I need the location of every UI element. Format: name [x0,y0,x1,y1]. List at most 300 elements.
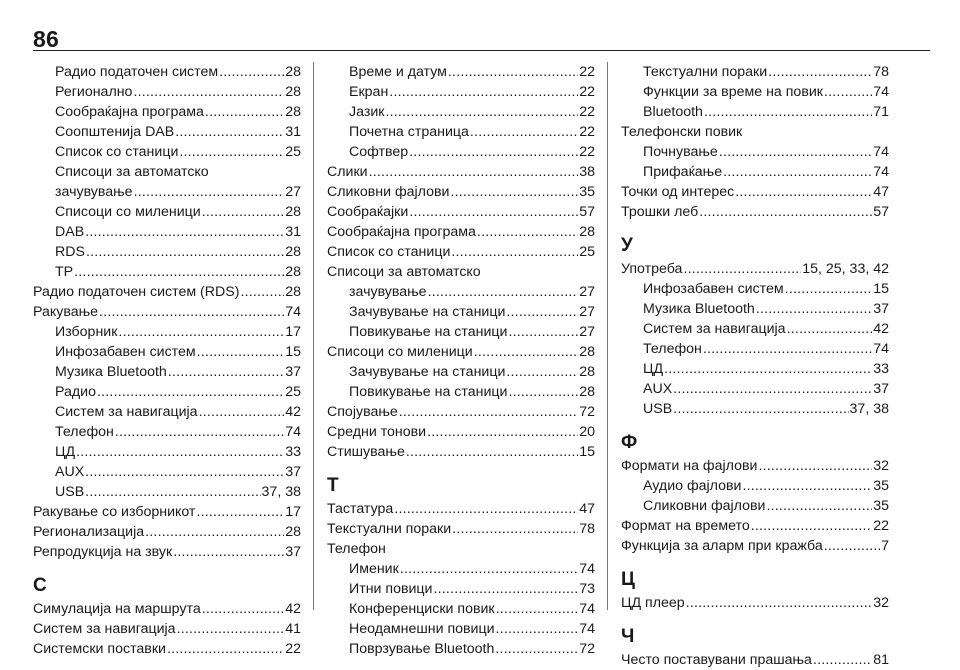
index-entry-label: Радио [55,384,96,400]
index-entry-label: Регионално [55,84,133,100]
index-entry[interactable] [621,319,889,339]
index-entry[interactable] [621,299,889,319]
index-entry-label: Функции за време на повик [643,84,823,100]
index-entry-label: Радио податочен систем (RDS) [33,284,240,300]
index-entry[interactable] [621,650,889,670]
index-entry[interactable] [621,496,889,516]
index-entry-label: Систем за навигација [643,321,786,337]
index-entry-label: Симулација на маршрута [33,601,201,617]
index-entry-label: Регионализација [33,524,145,540]
dot-leader [723,162,872,182]
dot-leader [751,516,872,536]
page-reference: 22 [579,64,595,80]
page-reference: 15, 25, 33, 42 [802,261,889,277]
dot-leader [474,342,578,362]
page-reference: 17 [285,504,301,520]
page-reference: 15 [873,281,889,297]
dot-leader [97,382,284,402]
index-entry-label: ЦД плеер [621,595,685,611]
page-reference: 22 [285,641,301,657]
index-heading-label: Телефон [327,541,386,557]
index-entry[interactable] [327,579,595,599]
index-entry-label: Сообраќајна програма [55,104,204,120]
index-entry[interactable] [33,482,301,502]
dot-leader [205,102,284,122]
index-entry[interactable] [33,282,301,302]
index-entry-label: Зачувување на станици [349,364,506,380]
index-entry-label: Музика Bluetooth [55,364,167,380]
index-entry[interactable] [621,359,889,379]
dot-leader [173,542,284,562]
index-entry-label: Повикување на станици [349,384,508,400]
index-entry-label: Телефон [55,424,114,440]
index-entry[interactable] [33,462,301,482]
index-entry[interactable] [621,279,889,299]
index-heading-label: Списоци за автоматско [327,264,481,280]
index-entry[interactable] [327,182,595,202]
page-reference: 81 [873,652,889,668]
index-entry[interactable] [621,339,889,359]
index-entry-label: Изборник [55,324,118,340]
dot-leader [506,362,578,382]
page-reference: 28 [579,364,595,380]
dot-leader [406,442,578,462]
index-entry-label: Соопштенија DAB [55,124,175,140]
dot-leader [115,422,284,442]
index-entry[interactable] [327,402,595,422]
page-reference: 35 [873,478,889,494]
dot-leader [409,202,578,222]
dot-leader [85,222,284,242]
dot-leader [785,279,873,299]
index-entry[interactable] [621,182,889,202]
dot-leader [197,342,285,362]
index-entry[interactable] [33,262,301,282]
dot-leader [496,619,579,639]
page-reference: 72 [579,404,595,420]
dot-leader [118,322,284,342]
index-entry-label: Аудио фајлови [643,478,742,494]
index-entry-label: AUX [55,464,85,480]
index-entry[interactable] [327,382,595,402]
index-heading-label: Списоци за автоматско [55,164,209,180]
index-entry[interactable] [327,142,595,162]
index-entry[interactable] [621,476,889,496]
index-entry[interactable] [621,62,889,82]
dot-leader [168,362,284,382]
index-entry-label: Неодамнешни повици [349,621,495,637]
index-entry-label: Список со станици [327,244,451,260]
index-entry-label: Сообраќајки [327,204,409,220]
section-letter: Ч [621,626,635,647]
index-entry-label: Почнување [643,144,718,160]
index-entry-label: Средни тонови [327,424,427,440]
page-reference: 37 [285,464,301,480]
index-entry-label: Списоци со миленици [55,204,201,220]
dot-leader [758,456,872,476]
page-reference: 28 [285,524,301,540]
index-entry[interactable] [621,82,889,102]
dot-leader [451,242,578,262]
index-entry-label: Функција за аларм при кражба [621,538,823,554]
index-entry[interactable] [621,516,889,536]
index-heading-label: Телефонски повик [621,124,743,140]
index-entry-label: Репродукција на звук [33,544,173,560]
dot-leader [506,302,578,322]
dot-leader [673,399,848,419]
index-entry[interactable] [327,499,595,519]
index-entry-label: Тастатура [327,501,394,517]
page-reference: 28 [579,344,595,360]
page-reference: 20 [579,424,595,440]
page-reference: 27 [579,324,595,340]
header-rule [33,50,930,51]
index-entry-label: Точки од интерес [621,184,735,200]
dot-leader [240,282,284,302]
index-entry-label: DAB [55,224,85,240]
dot-leader [179,142,284,162]
index-entry-label: Инфозабавен систем [55,344,196,360]
page-reference: 22 [579,144,595,160]
index-entry-label: Текстуални пораки [643,64,768,80]
page-reference: 27 [579,284,595,300]
page-reference: 35 [873,498,889,514]
index-entry-label: Употреба [621,261,683,277]
page-reference: 74 [579,601,595,617]
dot-leader [448,62,578,82]
index-entry[interactable] [327,302,595,322]
index-entry-label: Трошки леб [621,204,699,220]
dot-leader [385,102,578,122]
index-column-2 [327,62,595,659]
page-reference: 57 [579,204,595,220]
page-reference: 15 [579,444,595,460]
index-entry[interactable] [33,362,301,382]
index-entry[interactable] [33,242,301,262]
dot-leader [400,559,578,579]
index-entry-label: зачувување [55,184,133,200]
dot-leader [219,62,284,82]
index-entry-label: Списоци со миленици [327,344,473,360]
index-entry[interactable] [33,619,301,639]
page-reference: 74 [873,144,889,160]
page-reference: 37, 38 [261,484,301,500]
dot-leader [686,593,873,613]
index-entry[interactable] [327,322,595,342]
section-letter: С [33,575,47,596]
page-reference: 74 [873,341,889,357]
index-entry-label: Ракување [33,304,99,320]
page-reference: 27 [285,184,301,200]
index-entry[interactable] [33,382,301,402]
index-entry[interactable] [33,222,301,242]
index-entry-label: USB [55,484,85,500]
index-entry-label: Спојување [327,404,398,420]
index-entry-label: Радио податочен систем [55,64,219,80]
page-reference: 47 [579,501,595,517]
page-reference: 25 [579,244,595,260]
page-reference: 37 [285,544,301,560]
dot-leader [703,339,872,359]
dot-leader [427,422,578,442]
dot-leader [508,382,578,402]
index-entry[interactable] [621,456,889,476]
dot-leader [508,322,578,342]
index-entry[interactable] [33,542,301,562]
dot-leader [470,122,578,142]
page-reference: 42 [285,601,301,617]
index-entry[interactable] [327,422,595,442]
dot-leader [450,182,578,202]
page-reference: 25 [285,384,301,400]
page-reference: 28 [285,84,301,100]
index-entry[interactable] [327,599,595,619]
index-entry[interactable] [327,202,595,222]
index-entry-label: Време и датум [349,64,447,80]
dot-leader [202,599,285,619]
index-heading [621,122,889,142]
dot-leader [86,242,284,262]
dot-leader [85,462,284,482]
index-entry[interactable] [327,162,595,182]
dot-leader [74,262,284,282]
page-reference: 33 [285,444,301,460]
page-reference: 37, 38 [849,401,889,417]
index-heading [33,162,301,182]
index-entry[interactable] [621,593,889,613]
page-reference: 22 [579,124,595,140]
page-reference: 28 [285,204,301,220]
index-entry-label: RDS [55,244,85,260]
page-reference: 72 [579,641,595,657]
dot-leader [134,182,285,202]
page-reference: 37 [285,364,301,380]
dot-leader [452,519,578,539]
page-reference: 74 [873,84,889,100]
dot-leader [699,202,872,222]
index-entry[interactable] [33,599,301,619]
page-reference: 73 [579,581,595,597]
page-reference: 28 [579,224,595,240]
index-entry[interactable] [33,342,301,362]
page-reference: 28 [579,384,595,400]
dot-leader [768,62,872,82]
index-entry[interactable] [327,242,595,262]
page-reference: 74 [579,561,595,577]
dot-leader [145,522,284,542]
index-entry-label: Прифаќање [643,164,723,180]
page-reference: 22 [579,104,595,120]
index-entry-label: Често поставувани прашања [621,652,812,668]
dot-leader [389,82,578,102]
dot-leader [496,599,579,619]
index-entry[interactable] [33,639,301,659]
dot-leader [428,282,579,302]
index-entry-label: Сликовни фајлови [643,498,766,514]
index-entry-label: Инфозабавен систем [643,281,784,297]
dot-leader [399,402,578,422]
dot-leader [824,536,880,556]
index-entry-label: TP [55,264,74,280]
page-reference: 74 [285,304,301,320]
page-reference: 37 [873,381,889,397]
dot-leader [683,259,801,279]
index-entry[interactable] [621,399,889,419]
page-reference: 22 [579,84,595,100]
index-entry-label: Ракување со изборникот [33,504,196,520]
page-reference: 32 [873,458,889,474]
section-letter: Ф [621,432,638,453]
page-number: 86 [33,26,59,52]
index-entry-label: Музика Bluetooth [643,301,755,317]
section-letter: Ц [621,569,635,590]
dot-leader [742,476,872,496]
dot-leader [813,650,872,670]
dot-leader [735,182,872,202]
column-divider [313,62,314,610]
page-reference: 25 [285,144,301,160]
page-reference: 74 [285,424,301,440]
index-entry[interactable] [327,282,595,302]
index-entry[interactable] [327,442,595,462]
index-entry-label: Список со станици [55,144,179,160]
page-reference: 28 [285,244,301,260]
dot-leader [409,142,578,162]
index-entry[interactable] [327,619,595,639]
index-entry-label: Повикување на станици [349,324,508,340]
page-reference: 42 [873,321,889,337]
index-entry[interactable] [33,62,301,82]
page-reference: 74 [579,621,595,637]
dot-leader [824,82,872,102]
dot-leader [199,402,285,422]
index-entry[interactable] [621,162,889,182]
index-entry-label: Именик [349,561,399,577]
page-reference: 78 [873,64,889,80]
index-entry-label: Слики [327,164,368,180]
index-entry[interactable] [327,222,595,242]
page-reference: 27 [579,304,595,320]
page-reference: 31 [285,124,301,140]
page-reference: 57 [873,204,889,220]
page-reference: 37 [873,301,889,317]
dot-leader [196,502,284,522]
page-reference: 38 [579,164,595,180]
index-entry-label: зачувување [349,284,427,300]
page-reference: 32 [873,595,889,611]
dot-leader [85,482,260,502]
page-reference: 28 [285,104,301,120]
index-entry-label: Поврзување Bluetooth [349,641,495,657]
dot-leader [99,302,284,322]
index-entry[interactable] [33,182,301,202]
index-entry-label: Екран [349,84,389,100]
index-entry[interactable] [327,342,595,362]
section-letter: У [621,235,633,256]
index-entry[interactable] [621,142,889,162]
page-reference: 71 [873,104,889,120]
index-entry-label: Зачувување на станици [349,304,506,320]
dot-leader [177,619,285,639]
dot-leader [167,639,284,659]
index-entry[interactable] [33,202,301,222]
index-entry-label: Сликовни фајлови [327,184,450,200]
index-entry-label: Формати на фајлови [621,458,758,474]
page-reference: 35 [579,184,595,200]
index-entry[interactable] [621,379,889,399]
index-entry[interactable] [327,519,595,539]
dot-leader [756,299,872,319]
index-entry[interactable] [621,202,889,222]
page-reference: 28 [285,264,301,280]
index-entry-label: Стишување [327,444,405,460]
index-entry[interactable] [327,639,595,659]
index-entry[interactable] [33,302,301,322]
index-entry[interactable] [327,362,595,382]
index-entry-label: Систем за навигација [33,621,176,637]
index-entry[interactable] [327,82,595,102]
index-entry[interactable] [327,62,595,82]
page-reference: 7 [881,538,889,554]
dot-leader [175,122,284,142]
index-entry[interactable] [33,102,301,122]
index-entry-label: AUX [643,381,673,397]
index-entry[interactable] [33,402,301,422]
dot-leader [76,442,284,462]
dot-leader [719,142,872,162]
page-reference: 31 [285,224,301,240]
index-entry[interactable] [33,442,301,462]
page-reference: 42 [285,404,301,420]
index-entry-label: Софтвер [349,144,409,160]
column-divider [607,62,608,610]
page-reference: 74 [873,164,889,180]
index-column-1 [33,62,301,659]
index-column-3 [621,62,889,670]
index-entry[interactable] [33,422,301,442]
index-entry[interactable] [327,122,595,142]
index-entry[interactable] [621,536,889,556]
dot-leader [704,102,872,122]
index-entry[interactable] [33,522,301,542]
index-entry[interactable] [33,322,301,342]
dot-leader [477,222,578,242]
index-entry-label: Bluetooth [643,104,703,120]
page-reference: 28 [285,284,301,300]
dot-leader [394,499,578,519]
dot-leader [369,162,579,182]
index-entry[interactable] [33,502,301,522]
index-entry[interactable] [327,559,595,579]
dot-leader [133,82,284,102]
index-entry-label: Текстуални пораки [327,521,452,537]
page-reference: 33 [873,361,889,377]
index-entry[interactable] [33,82,301,102]
page-reference: 78 [579,521,595,537]
dot-leader [495,639,578,659]
index-entry[interactable] [33,142,301,162]
index-entry[interactable] [621,102,889,122]
index-entry-label: Системски поставки [33,641,166,657]
page-reference: 22 [873,518,889,534]
index-entry[interactable] [327,102,595,122]
index-entry[interactable] [621,259,889,279]
index-entry[interactable] [33,122,301,142]
page-reference: 47 [873,184,889,200]
index-entry-label: Сообраќајна програма [327,224,476,240]
dot-leader [433,579,578,599]
index-entry-label: Итни повици [349,581,433,597]
